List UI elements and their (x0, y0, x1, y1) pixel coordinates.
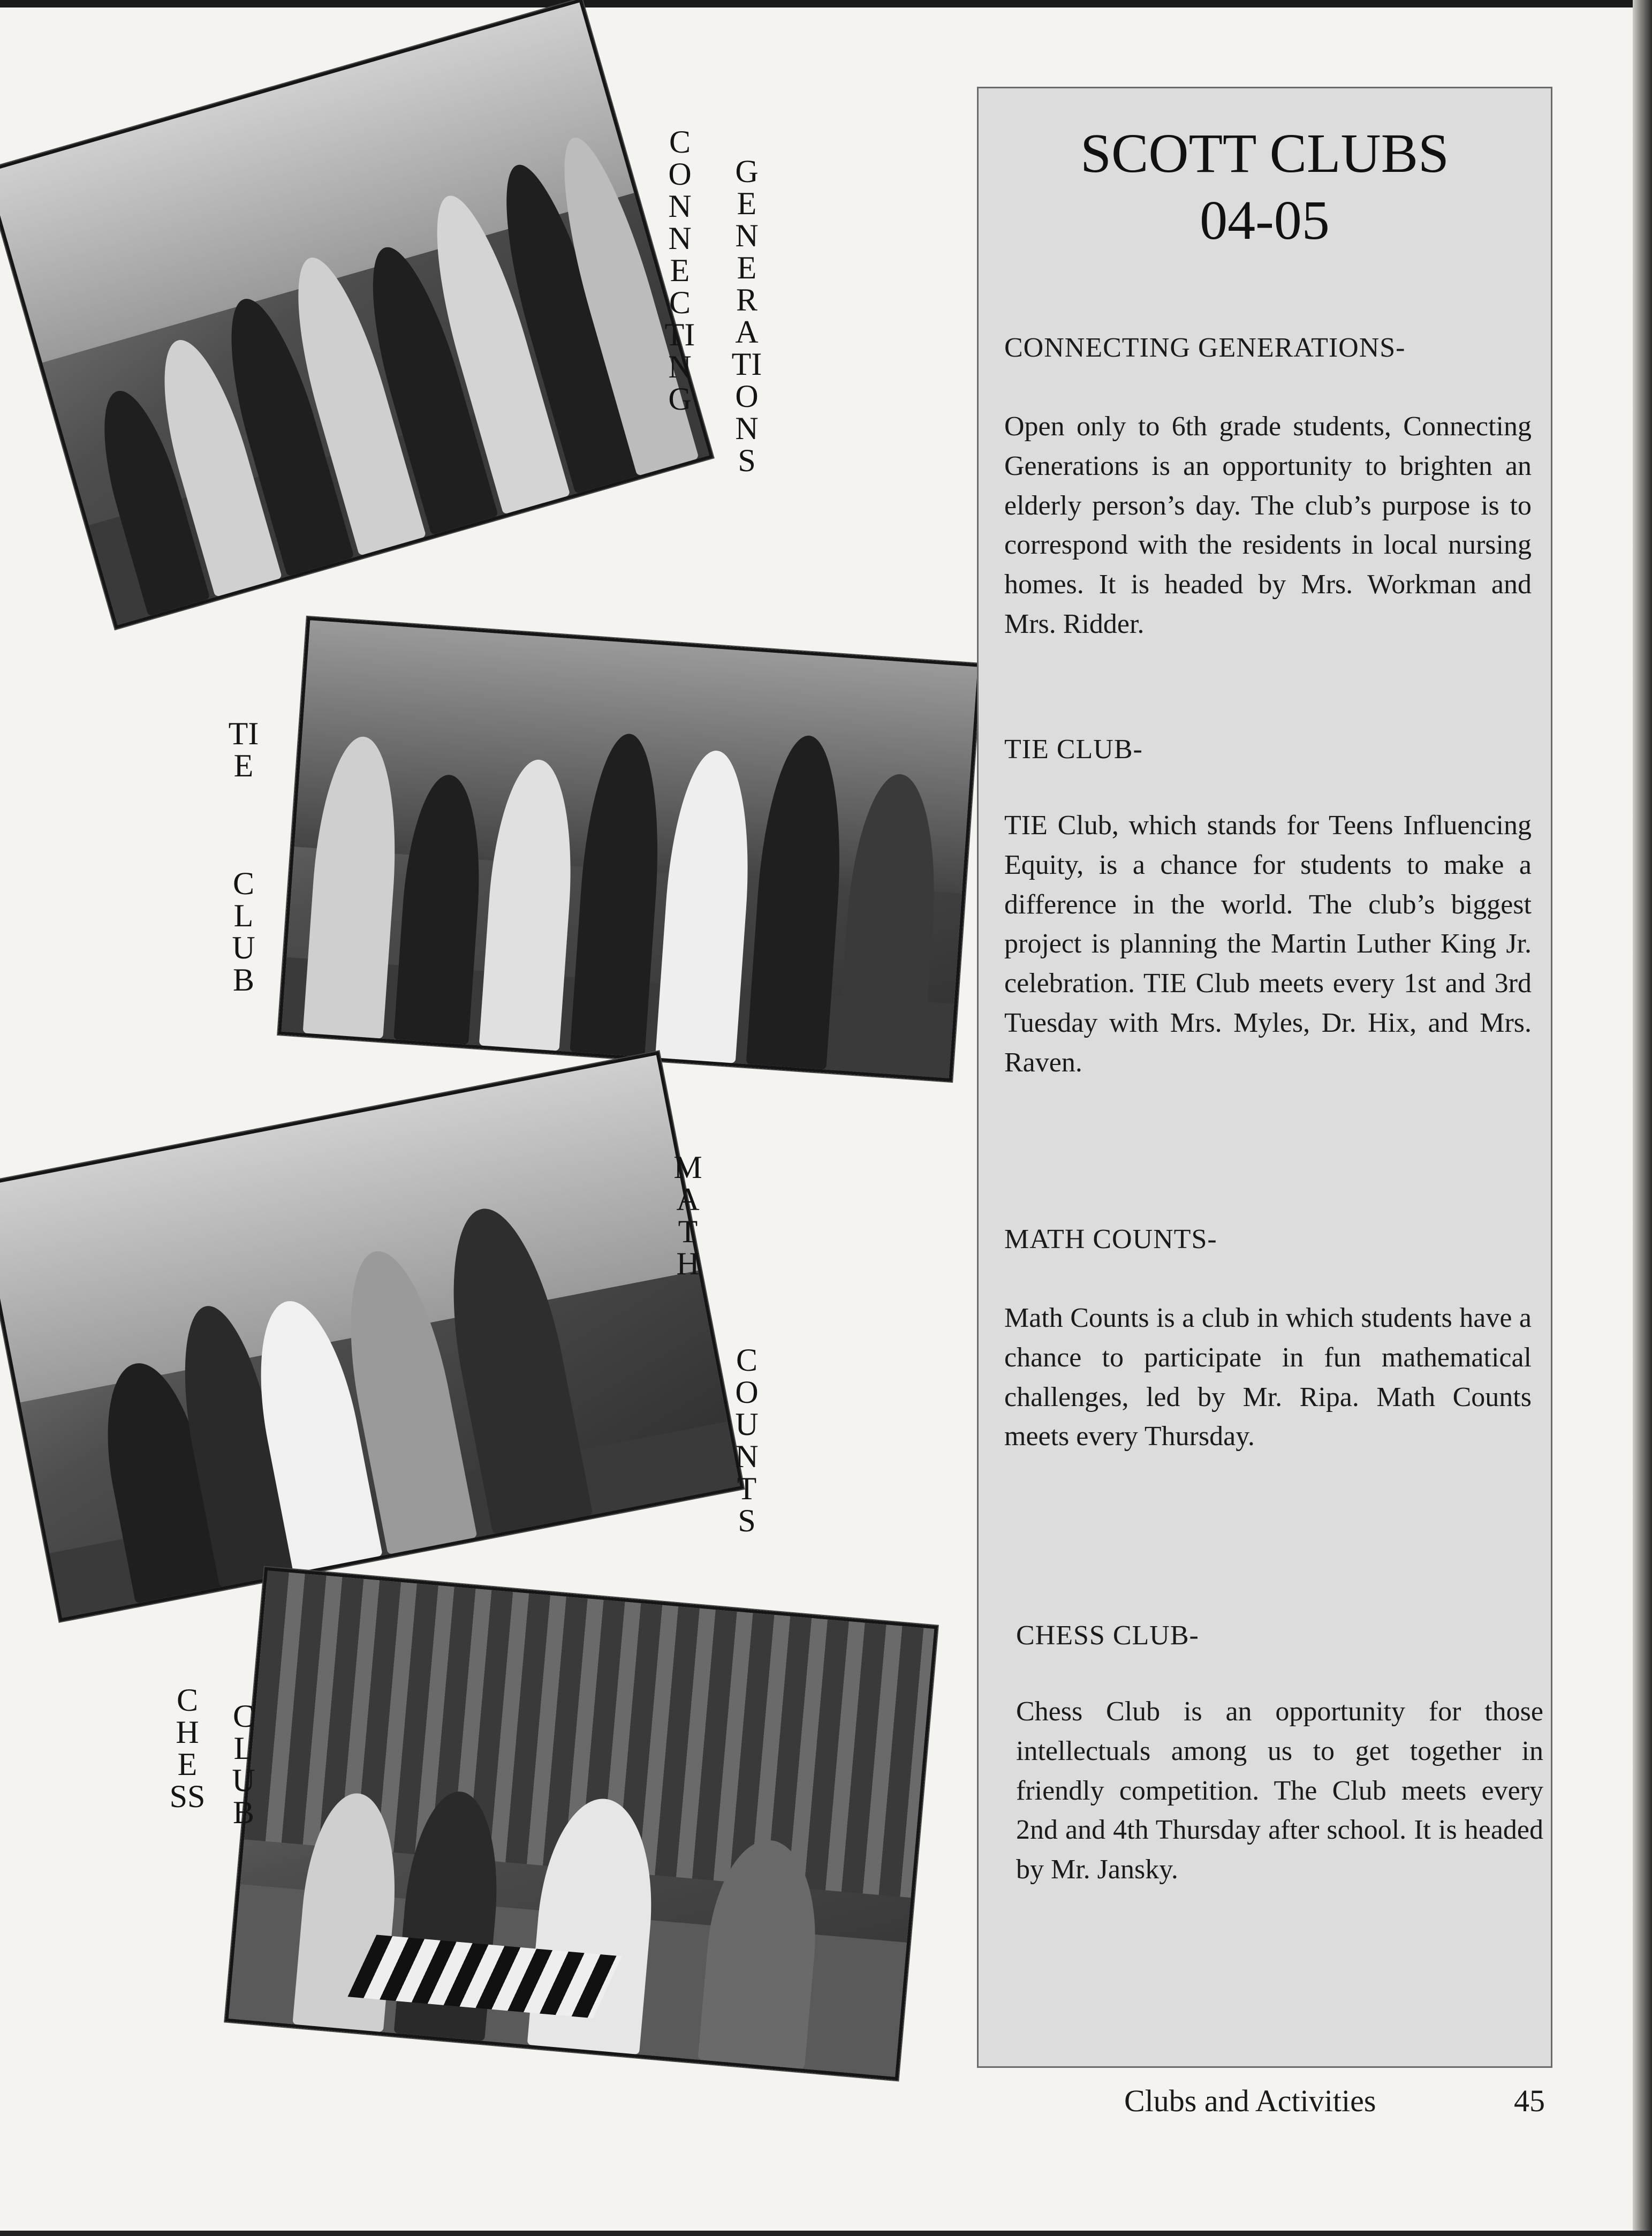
chess-club-vertical-label: CLUB (232, 1698, 255, 1830)
tie-vertical-label: TIE (228, 716, 259, 783)
panel-title (979, 120, 1551, 254)
tie-club-photo (278, 617, 981, 1082)
generations-vertical-label: GENERATIONS (731, 154, 762, 478)
section-body: Chess Club is an opportunity for those intellectuals among us to get together in friendly competition. The Club meets every 2nd and 4th Thursday after school. It is headed by Mr. Jansky. (1016, 1696, 1543, 1885)
title-line-2: 04-05 (1200, 189, 1330, 251)
section-heading: TIE CLUB- (1004, 734, 1143, 765)
section-body: Open only to 6th grade students, Connecting Generations is an opportunity to brighten an elderly person’s day. The club’s purpose is to correspond with the residents in local nursing homes. It is headed by Mrs. Workman and Mrs. Ridder. (1004, 411, 1532, 640)
section-heading: CONNECTING GENERATIONS- (1004, 333, 1406, 363)
section-heading: CHESS CLUB- (1016, 1620, 1199, 1651)
math-vertical-label: MATH (673, 1150, 702, 1281)
title-line-1: SCOTT CLUBS (1080, 123, 1449, 184)
page-edge-top (0, 0, 1652, 7)
chess-club-photo (225, 1567, 937, 2081)
counts-vertical-label: COUNTS (735, 1342, 759, 1538)
tie-club-vertical-label: CLUB (232, 866, 255, 998)
clubs-text-panel (977, 87, 1552, 2068)
section-heading: MATH COUNTS- (1004, 1224, 1217, 1255)
chess-vertical-label: CHESS (169, 1682, 206, 1814)
section-body: TIE Club, which stands for Teens Influencing Equity, is a chance for students to make a difference in the world. The club’s biggest project is planning the Martin Luther King Jr. celebration. TIE Club meets every 1st and 3rd Tuesday with Mrs. Myles, Dr. Hix, and Mrs. Raven. (1004, 810, 1532, 1078)
page-binding-edge (1633, 0, 1652, 2236)
footer-section-name: Clubs and Activities (1124, 2083, 1376, 2118)
math-counts-photo (0, 1051, 744, 1621)
section-body: Math Counts is a club in which students have a chance to participate in fun mathematical challenges, led by Mr. Ripa. Math Counts meets every Thursday. (1004, 1303, 1532, 1452)
page-edge-bottom (0, 2231, 1652, 2236)
page-number: 45 (1514, 2083, 1545, 2118)
connecting-generations-photo (0, 0, 713, 629)
connecting-vertical-label: CONNECTING (664, 124, 695, 417)
